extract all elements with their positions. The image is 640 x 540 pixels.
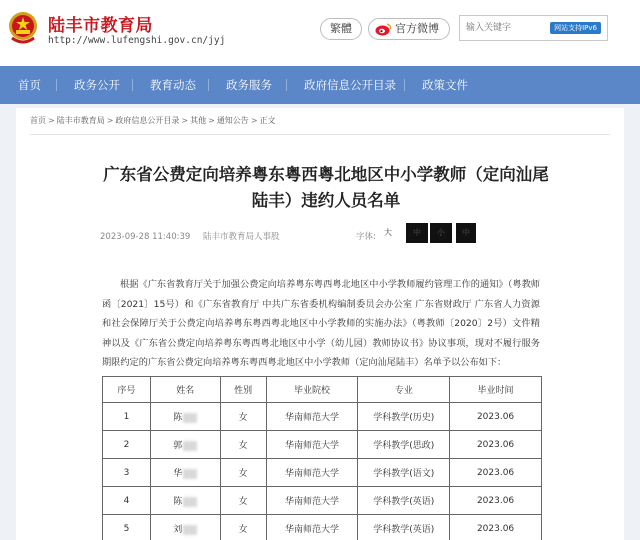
table-cell-name xyxy=(150,459,220,487)
search-box xyxy=(459,15,608,41)
article-body: 根据《广东省教育厅关于加强公费定向培养粤东粤西粤北地区中小学教师履约管理工作的通知》（粤教师函〔2021〕15号）和《广东省教育厅 中共广东省委机构编制委员会办公室 广东省财政厅 广东省人力资源和社会保障厅关于公费定向培养粤东粤西粤北地区中小学教师的实施办法》（粤教师〔2020〕2号）文件精神以及《广东省公费定向培养粤东粤西粤北地区中小学（幼儿园）教师协议书》协议事项，现对不履行服务期限约定的广东省公费定向培养粤东粤西粤北地区中小学教师（定向汕尾陆丰）名单予以公布如下： xyxy=(102,279,540,368)
table-cell: 学科教学(语文) xyxy=(358,459,450,487)
nav-item-info-catalog[interactable]: 政府信息公开目录 xyxy=(304,78,396,92)
table-header-cell: 序号 xyxy=(103,377,151,403)
table-row xyxy=(103,487,542,515)
table-row xyxy=(103,515,542,540)
table-cell: 2 xyxy=(103,431,151,459)
breadcrumb-item-info-catalog[interactable]: 政府信息公开目录 xyxy=(115,116,180,125)
redaction-blur xyxy=(183,413,197,423)
table-header-cell: 专业 xyxy=(358,377,450,403)
table-cell: 1 xyxy=(103,403,151,431)
nav-item-home[interactable]: 首页 xyxy=(18,78,41,92)
redaction-blur xyxy=(183,497,197,507)
table-cell: 2023.06 xyxy=(450,431,542,459)
name-text: 华 xyxy=(173,469,183,479)
table-cell: 2023.06 xyxy=(450,459,542,487)
table-cell: 2023.06 xyxy=(450,487,542,515)
table-cell: 3 xyxy=(103,459,151,487)
table-cell: 女 xyxy=(220,515,266,540)
table-cell: 学科教学(历史) xyxy=(358,403,450,431)
breadcrumb-separator: > xyxy=(106,116,114,125)
font-size-small-button[interactable]: 小 xyxy=(430,223,452,243)
name-text: 陈 xyxy=(173,497,183,507)
table-header-cell: 毕业时间 xyxy=(450,377,542,403)
main-nav xyxy=(0,66,640,104)
breadcrumb-separator: > xyxy=(250,116,258,125)
name-text: 刘 xyxy=(173,525,183,535)
breadcrumb-separator: > xyxy=(208,116,215,125)
table-cell: 女 xyxy=(220,459,266,487)
weibo-icon xyxy=(375,22,392,36)
breadcrumb-item-bureau[interactable]: 陆丰市教育局 xyxy=(56,116,105,125)
breadcrumb-item-current: 正文 xyxy=(259,116,276,125)
table-row xyxy=(103,459,542,487)
name-text: 郭 xyxy=(173,441,183,451)
table-cell-name xyxy=(150,431,220,459)
table-cell: 学科教学(思政) xyxy=(358,431,450,459)
nav-item-gov-affairs[interactable]: 政务公开 xyxy=(74,78,120,92)
font-size-medium-alt-button[interactable]: 中 xyxy=(456,223,476,243)
national-emblem-icon[interactable] xyxy=(6,10,40,46)
table-cell: 女 xyxy=(220,487,266,515)
table-cell: 学科教学(英语) xyxy=(358,487,450,515)
table-cell: 5 xyxy=(103,515,151,540)
redaction-blur xyxy=(183,469,197,479)
table-header-cell: 姓名 xyxy=(150,377,220,403)
table-header-cell: 性别 xyxy=(220,377,266,403)
table-cell: 2023.06 xyxy=(450,403,542,431)
table-row xyxy=(103,431,542,459)
site-title[interactable]: 陆丰市教育局 xyxy=(48,16,153,36)
breadcrumb-item-notices[interactable]: 通知公告 xyxy=(216,116,249,125)
breadcrumb-separator: > xyxy=(181,116,189,125)
nav-divider xyxy=(208,79,209,91)
table-cell: 华南师范大学 xyxy=(266,431,358,459)
table-cell: 女 xyxy=(220,431,266,459)
article-card xyxy=(16,108,624,540)
font-size-large-button[interactable]: 大 xyxy=(384,228,392,237)
nav-item-gov-services[interactable]: 政务服务 xyxy=(226,78,272,92)
table-cell: 华南师范大学 xyxy=(266,487,358,515)
table-cell: 2023.06 xyxy=(450,515,542,540)
table-cell: 华南师范大学 xyxy=(266,459,358,487)
site-url: http://www.lufengshi.gov.cn/jyj xyxy=(48,35,226,46)
site-header xyxy=(0,0,640,66)
breadcrumb xyxy=(30,115,276,126)
redaction-blur xyxy=(183,441,197,451)
article-title: 广东省公费定向培养粤东粤西粤北地区中小学教师（定向汕尾陆丰）违约人员名单 xyxy=(103,165,549,210)
table-cell-name xyxy=(150,515,220,540)
table-cell: 华南师范大学 xyxy=(266,515,358,540)
table-row xyxy=(103,403,542,431)
nav-divider xyxy=(286,79,287,91)
font-size-medium-button[interactable]: 中 xyxy=(406,223,428,243)
breadcrumb-separator: > xyxy=(48,116,55,125)
table-header-cell: 毕业院校 xyxy=(266,377,358,403)
article-meta xyxy=(100,230,280,242)
table-cell: 女 xyxy=(220,403,266,431)
official-weibo-button[interactable] xyxy=(368,18,450,40)
nav-divider xyxy=(132,79,133,91)
nav-item-policy-docs[interactable]: 政策文件 xyxy=(422,78,468,92)
font-size-label: 字体: xyxy=(356,232,376,242)
redaction-blur xyxy=(183,525,197,535)
article-source: 陆丰市教育局人事股 xyxy=(202,232,280,242)
nav-divider xyxy=(56,79,57,91)
name-text: 陈 xyxy=(173,413,183,423)
publish-date: 2023-09-28 11:40:39 xyxy=(100,232,191,242)
table-header-row xyxy=(103,377,542,403)
table-cell-name xyxy=(150,403,220,431)
traditional-chinese-button[interactable]: 繁體 xyxy=(320,18,362,40)
breadcrumb-divider xyxy=(30,134,610,135)
nav-divider xyxy=(404,79,405,91)
table-cell: 4 xyxy=(103,487,151,515)
nav-item-edu-news[interactable]: 教育动态 xyxy=(150,78,196,92)
weibo-button-label: 官方微博 xyxy=(395,22,439,35)
breadcrumb-item-other[interactable]: 其他 xyxy=(190,116,207,125)
table-cell: 华南师范大学 xyxy=(266,403,358,431)
violator-table xyxy=(102,376,542,540)
table-cell-name xyxy=(150,487,220,515)
ipv6-badge: 网站支持IPv6 xyxy=(550,22,601,34)
search-input[interactable] xyxy=(466,20,551,36)
breadcrumb-item-home[interactable]: 首页 xyxy=(30,116,46,125)
table-cell: 学科教学(英语) xyxy=(358,515,450,540)
